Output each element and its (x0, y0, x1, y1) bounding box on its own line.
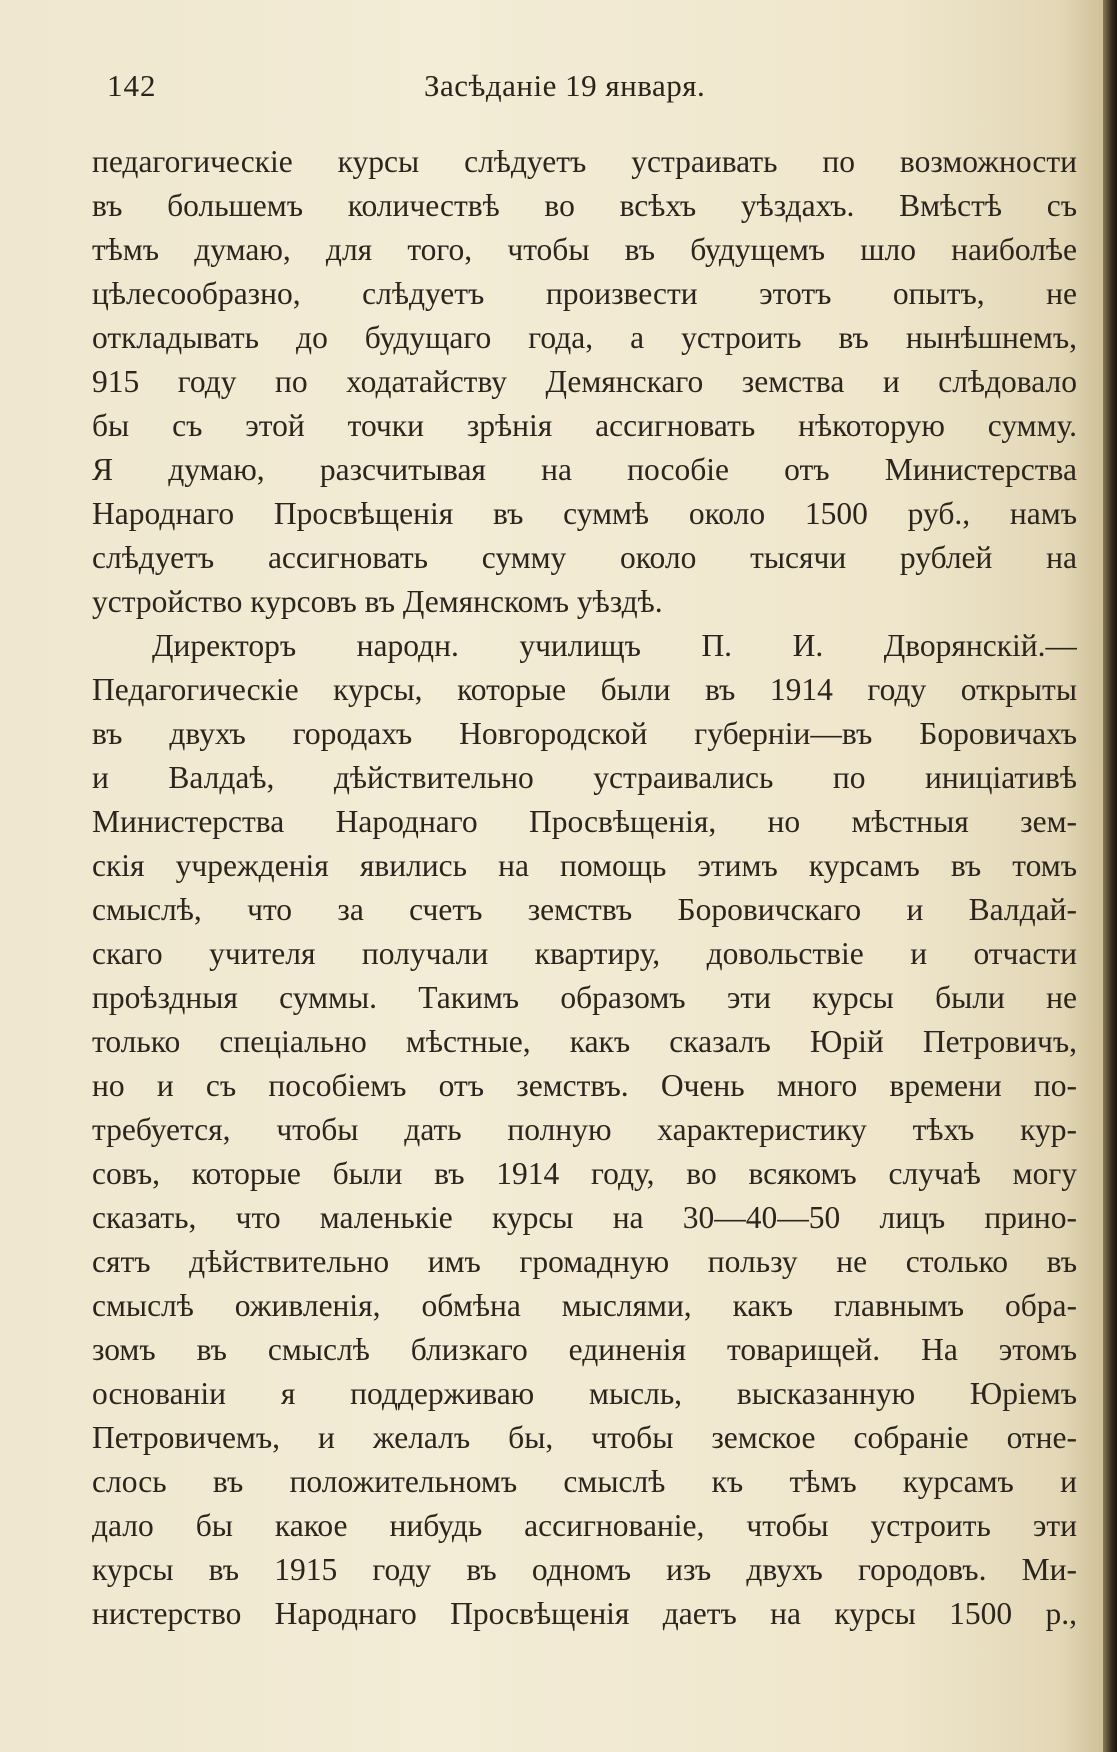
text-line: дало бы какое нибудь ассигнованіе, чтобы устроить эти (92, 1508, 1077, 1543)
text-line: устройство курсовъ въ Демянскомъ уѣздѣ. (92, 584, 663, 619)
text-line: тѣмъ думаю, для того, чтобы въ будущемъ шло наиболѣе (92, 232, 1077, 267)
text-line: слѣдуетъ ассигновать сумму около тысячи рублей на (92, 540, 1077, 575)
body-text (92, 140, 1077, 1636)
text-line: 915 году по ходатайству Демянскаго земства и слѣдовало (92, 364, 1077, 399)
text-line: цѣлесообразно, слѣдуетъ произвести этотъ опытъ, не (92, 276, 1077, 311)
text-line: въ двухъ городахъ Новгородской губерніи—въ Боровичахъ (92, 716, 1077, 751)
text-line: сятъ дѣйствительно имъ громадную пользу не столько въ (92, 1244, 1077, 1279)
text-line: Народнаго Просвѣщенія въ суммѣ около 1500 руб., намъ (92, 496, 1077, 531)
page-number: 142 (107, 68, 157, 103)
text-line: и Валдаѣ, дѣйствительно устраивались по иниціативѣ (92, 760, 1077, 795)
text-line: смыслѣ оживленія, обмѣна мыслями, какъ главнымъ обра- (92, 1288, 1077, 1323)
text-line: скаго учителя получали квартиру, довольствіе и отчасти (92, 936, 1077, 971)
text-line: Я думаю, разсчитывая на пособіе отъ Министерства (92, 452, 1077, 487)
text-line: сказать, что маленькіе курсы на 30—40—50 лицъ прино- (92, 1200, 1077, 1235)
text-line: курсы въ 1915 году въ одномъ изъ двухъ городовъ. Ми- (92, 1552, 1077, 1587)
text-line: но и съ пособіемъ отъ земствъ. Очень много времени по- (92, 1068, 1077, 1103)
text-line: смыслѣ, что за счетъ земствъ Боровичскаго и Валдай- (92, 892, 1077, 927)
text-line: зомъ въ смыслѣ близкаго единенія товарищей. На этомъ (92, 1332, 1077, 1367)
text-line: Министерства Народнаго Просвѣщенія, но мѣстныя зем- (92, 804, 1077, 839)
text-line: требуется, чтобы дать полную характеристику тѣхъ кур- (92, 1112, 1077, 1147)
text-line: бы съ этой точки зрѣнія ассигновать нѣкоторую сумму. (92, 408, 1077, 443)
text-line: Петровичемъ, и желалъ бы, чтобы земское собраніе отне- (92, 1420, 1077, 1455)
text-line: скія учрежденія явились на помощь этимъ курсамъ въ томъ (92, 848, 1077, 883)
text-line: основаніи я поддерживаю мысль, высказанную Юріемъ (92, 1376, 1077, 1411)
book-spine-edge (1103, 0, 1117, 1752)
page-header (0, 68, 1117, 112)
text-line: проѣздныя суммы. Такимъ образомъ эти курсы были не (92, 980, 1077, 1015)
text-line: только спеціально мѣстные, какъ сказалъ Юрій Петровичъ, (92, 1024, 1077, 1059)
text-line: откладывать до будущаго года, а устроить въ нынѣшнемъ, (92, 320, 1077, 355)
text-line: совъ, которые были въ 1914 году, во всякомъ случаѣ могу (92, 1156, 1077, 1191)
text-line: въ большемъ количествѣ во всѣхъ уѣздахъ. Вмѣстѣ съ (92, 188, 1077, 223)
running-title: Засѣданіе 19 января. (424, 68, 706, 103)
text-line: Педагогическіе курсы, которые были въ 1914 году открыты (92, 672, 1077, 707)
text-line: нистерство Народнаго Просвѣщенія даетъ на курсы 1500 р., (92, 1596, 1077, 1631)
text-line: педагогическіе курсы слѣдуетъ устраивать по возможности (92, 144, 1077, 179)
speaker-line: Директоръ народн. училищъ П. И. Дворянскій.— (152, 628, 1077, 663)
text-line: слось въ положительномъ смыслѣ къ тѣмъ курсамъ и (92, 1464, 1077, 1499)
